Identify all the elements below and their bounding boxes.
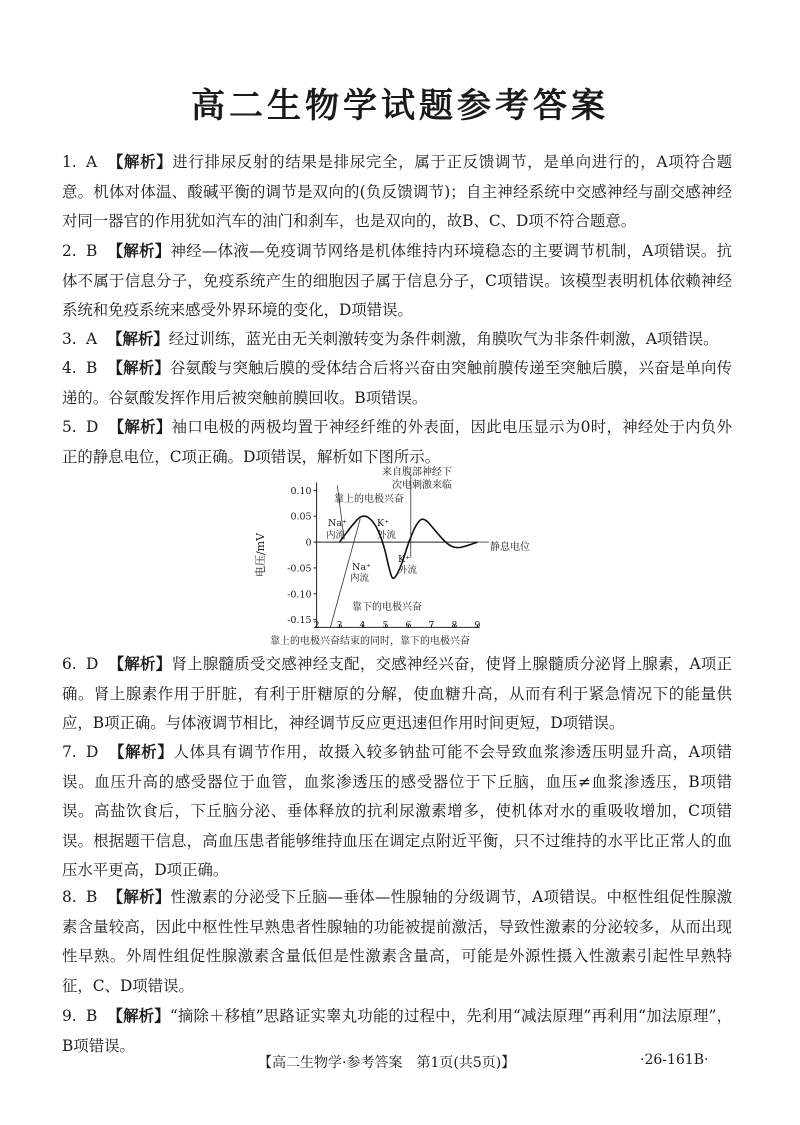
y-tick-label: 0.05	[290, 511, 312, 523]
x-tick-label: 3	[336, 620, 343, 631]
item-answer: B	[86, 242, 98, 260]
item-number: 8.	[62, 888, 77, 906]
item-number: 4.	[62, 359, 77, 377]
annotation-lower-electrode: 靠下的电极兴奋	[352, 602, 422, 613]
annotation-na-in-lower: Na⁺	[352, 562, 371, 573]
y-tick-label: 0.10	[290, 485, 312, 497]
footer-page-info: 【高二生物学·参考答案 第1页(共5页)】	[258, 1055, 516, 1071]
annotation-top-label-1: 来自腹部神经下	[382, 467, 452, 478]
x-tick-label: 7	[428, 620, 435, 631]
item-answer: B	[86, 1007, 98, 1025]
item-number: 6.	[62, 655, 77, 673]
item-text: 经过训练，蓝光由无关刺激转变为条件刺激，角膜吹气为非条件刺激，A项错误。	[168, 330, 719, 348]
item-tag: 【解析】	[107, 330, 169, 348]
answer-item-1	[62, 148, 732, 237]
item-text: 肾上腺髓质受交感神经支配，交感神经兴奋，使肾上腺髓质分泌肾上腺素，A项正确。肾上腺素作用于肝脏，有利于肝糖原的分解，使血糖升高，从而有利于紧急情况下的能量供应，B项正确。与体液调节相比，神经调节反应更迅速但作用时间更短，D项错误。	[62, 655, 732, 733]
item-tag: 【解析】	[107, 359, 171, 377]
answer-item-3	[62, 325, 732, 355]
item-answer: A	[86, 330, 98, 348]
item-tag: 【解析】	[107, 153, 173, 171]
x-tick-label: 4	[359, 620, 366, 631]
item-text: 进行排尿反射的结果是排尿完全，属于正反馈调节，是单向进行的，A项符合题意。机体对体温、酸碱平衡的调节是双向的(负反馈调节)；自主神经系统中交感神经与副交感神经对同一器官的作用犹如汽车的油门和刹车，也是双向的，故B、C、D项不符合题意。	[62, 153, 732, 231]
annotation-bottom: 靠上的电极兴奋结束的同时，靠下的电极兴奋	[270, 636, 470, 647]
x-tick-label: 5	[382, 620, 389, 631]
item-tag: 【解析】	[108, 418, 172, 436]
item-number: 7.	[62, 743, 77, 761]
annotation-na-in-upper: Na⁺	[328, 518, 347, 529]
item-answer: D	[86, 418, 99, 436]
y-tick-label: 0	[305, 537, 312, 549]
item-text: 性激素的分泌受下丘脑—垂体—性腺轴的分级调节，A项错误。中枢性组促性腺激素含量较高，因此中枢性性早熟患者性腺轴的功能被提前激活，导致性激素的分泌较多，从而出现性早熟。外周性组促性腺激素含量低但是性激素含量高，可能是外源性摄入性激素引起性早熟特征，C、D项错误。	[62, 888, 732, 995]
answer-item-6	[62, 650, 732, 739]
x-tick-label: 8	[451, 620, 458, 631]
annotation-na-in-upper-2: 内流	[326, 530, 346, 541]
x-tick-label: 2	[313, 620, 320, 631]
item-number: 2.	[62, 242, 77, 260]
item-answer: A	[86, 153, 98, 171]
annotation-upper-electrode: 靠上的电极兴奋	[334, 494, 404, 505]
y-tick-label: -0.10	[287, 589, 312, 601]
item-answer: D	[86, 655, 99, 673]
item-answer: D	[86, 743, 99, 761]
item-text: 神经—体液—免疫调节网络是机体维持内环境稳态的主要调节机制，A项错误。抗体不属于信息分子，免疫系统产生的细胞因子属于信息分子，C项错误。该模型表明机体依赖神经系统和免疫系统来感受外界环境的变化，D项错误。	[62, 242, 732, 320]
item-answer: B	[86, 359, 98, 377]
footer-code: ·26-161B·	[640, 1052, 709, 1068]
x-tick-label: 6	[405, 620, 412, 631]
item-tag: 【解析】	[107, 888, 171, 906]
answer-item-7	[62, 738, 732, 886]
item-tag: 【解析】	[107, 242, 171, 260]
item-number: 1.	[62, 153, 77, 171]
item-tag: 【解析】	[107, 1007, 170, 1025]
item-text: “摘除＋移植”思路证实睾丸功能的过程中，先利用“减法原理”再利用“加法原理”，B项错误。	[62, 1007, 732, 1055]
annotation-k-out-upper: K⁺	[377, 518, 390, 529]
answer-item-4	[62, 354, 732, 413]
item-text: 谷氨酸与突触后膜的受体结合后将兴奋由突触前膜传递至突触后膜，兴奋是单向传递的。谷氨酸发挥作用后被突触前膜回收。B项错误。	[62, 359, 732, 407]
page-title: 高二生物学试题参考答案	[191, 86, 609, 126]
annotation-k-out-lower-2: 外流	[398, 565, 418, 576]
item-answer: B	[86, 888, 98, 906]
answer-item-8	[62, 883, 732, 1001]
item-text: 人体具有调节作用，故摄入较多钠盐可能不会导致血浆渗透压明显升高，A项错误。血压升高的感受器位于血管，血浆渗透压的感受器位于下丘脑，血压≠血浆渗透压，B项错误。高盐饮食后，下丘脑分泌、垂体释放的抗利尿激素增多，使机体对水的重吸收增加，C项错误。根据题干信息，高血压患者能够维持血压在调定点附近平衡，只不过维持的水平比正常人的血压水平更高，D项正确。	[62, 743, 732, 880]
annotation-resting: 静息电位	[490, 542, 530, 553]
item-number: 9.	[62, 1007, 77, 1025]
item-number: 3.	[62, 330, 77, 348]
item-text: 袖口电极的两极均置于神经纤维的外表面，因此电压显示为0时，神经处于内负外正的静息电位，C项正确。D项错误，解析如下图所示。	[62, 418, 732, 466]
y-tick-label: -0.15	[287, 615, 312, 627]
item-number: 5.	[62, 418, 77, 436]
answer-item-2	[62, 237, 732, 326]
annotation-top-label-2: 次电刺激来临	[392, 480, 452, 491]
annotation-k-out-upper-2: 外流	[377, 530, 397, 541]
y-tick-label: -0.05	[287, 563, 312, 575]
item-tag: 【解析】	[108, 743, 174, 761]
item-tag: 【解析】	[108, 655, 172, 673]
y-axis-label: 电压/mV	[254, 532, 267, 578]
annotation-na-in-lower-2: 内流	[350, 573, 370, 584]
x-tick-label: 9	[474, 620, 481, 631]
annotation-k-out-lower: K⁺	[398, 554, 411, 565]
action-potential-chart	[252, 460, 552, 650]
